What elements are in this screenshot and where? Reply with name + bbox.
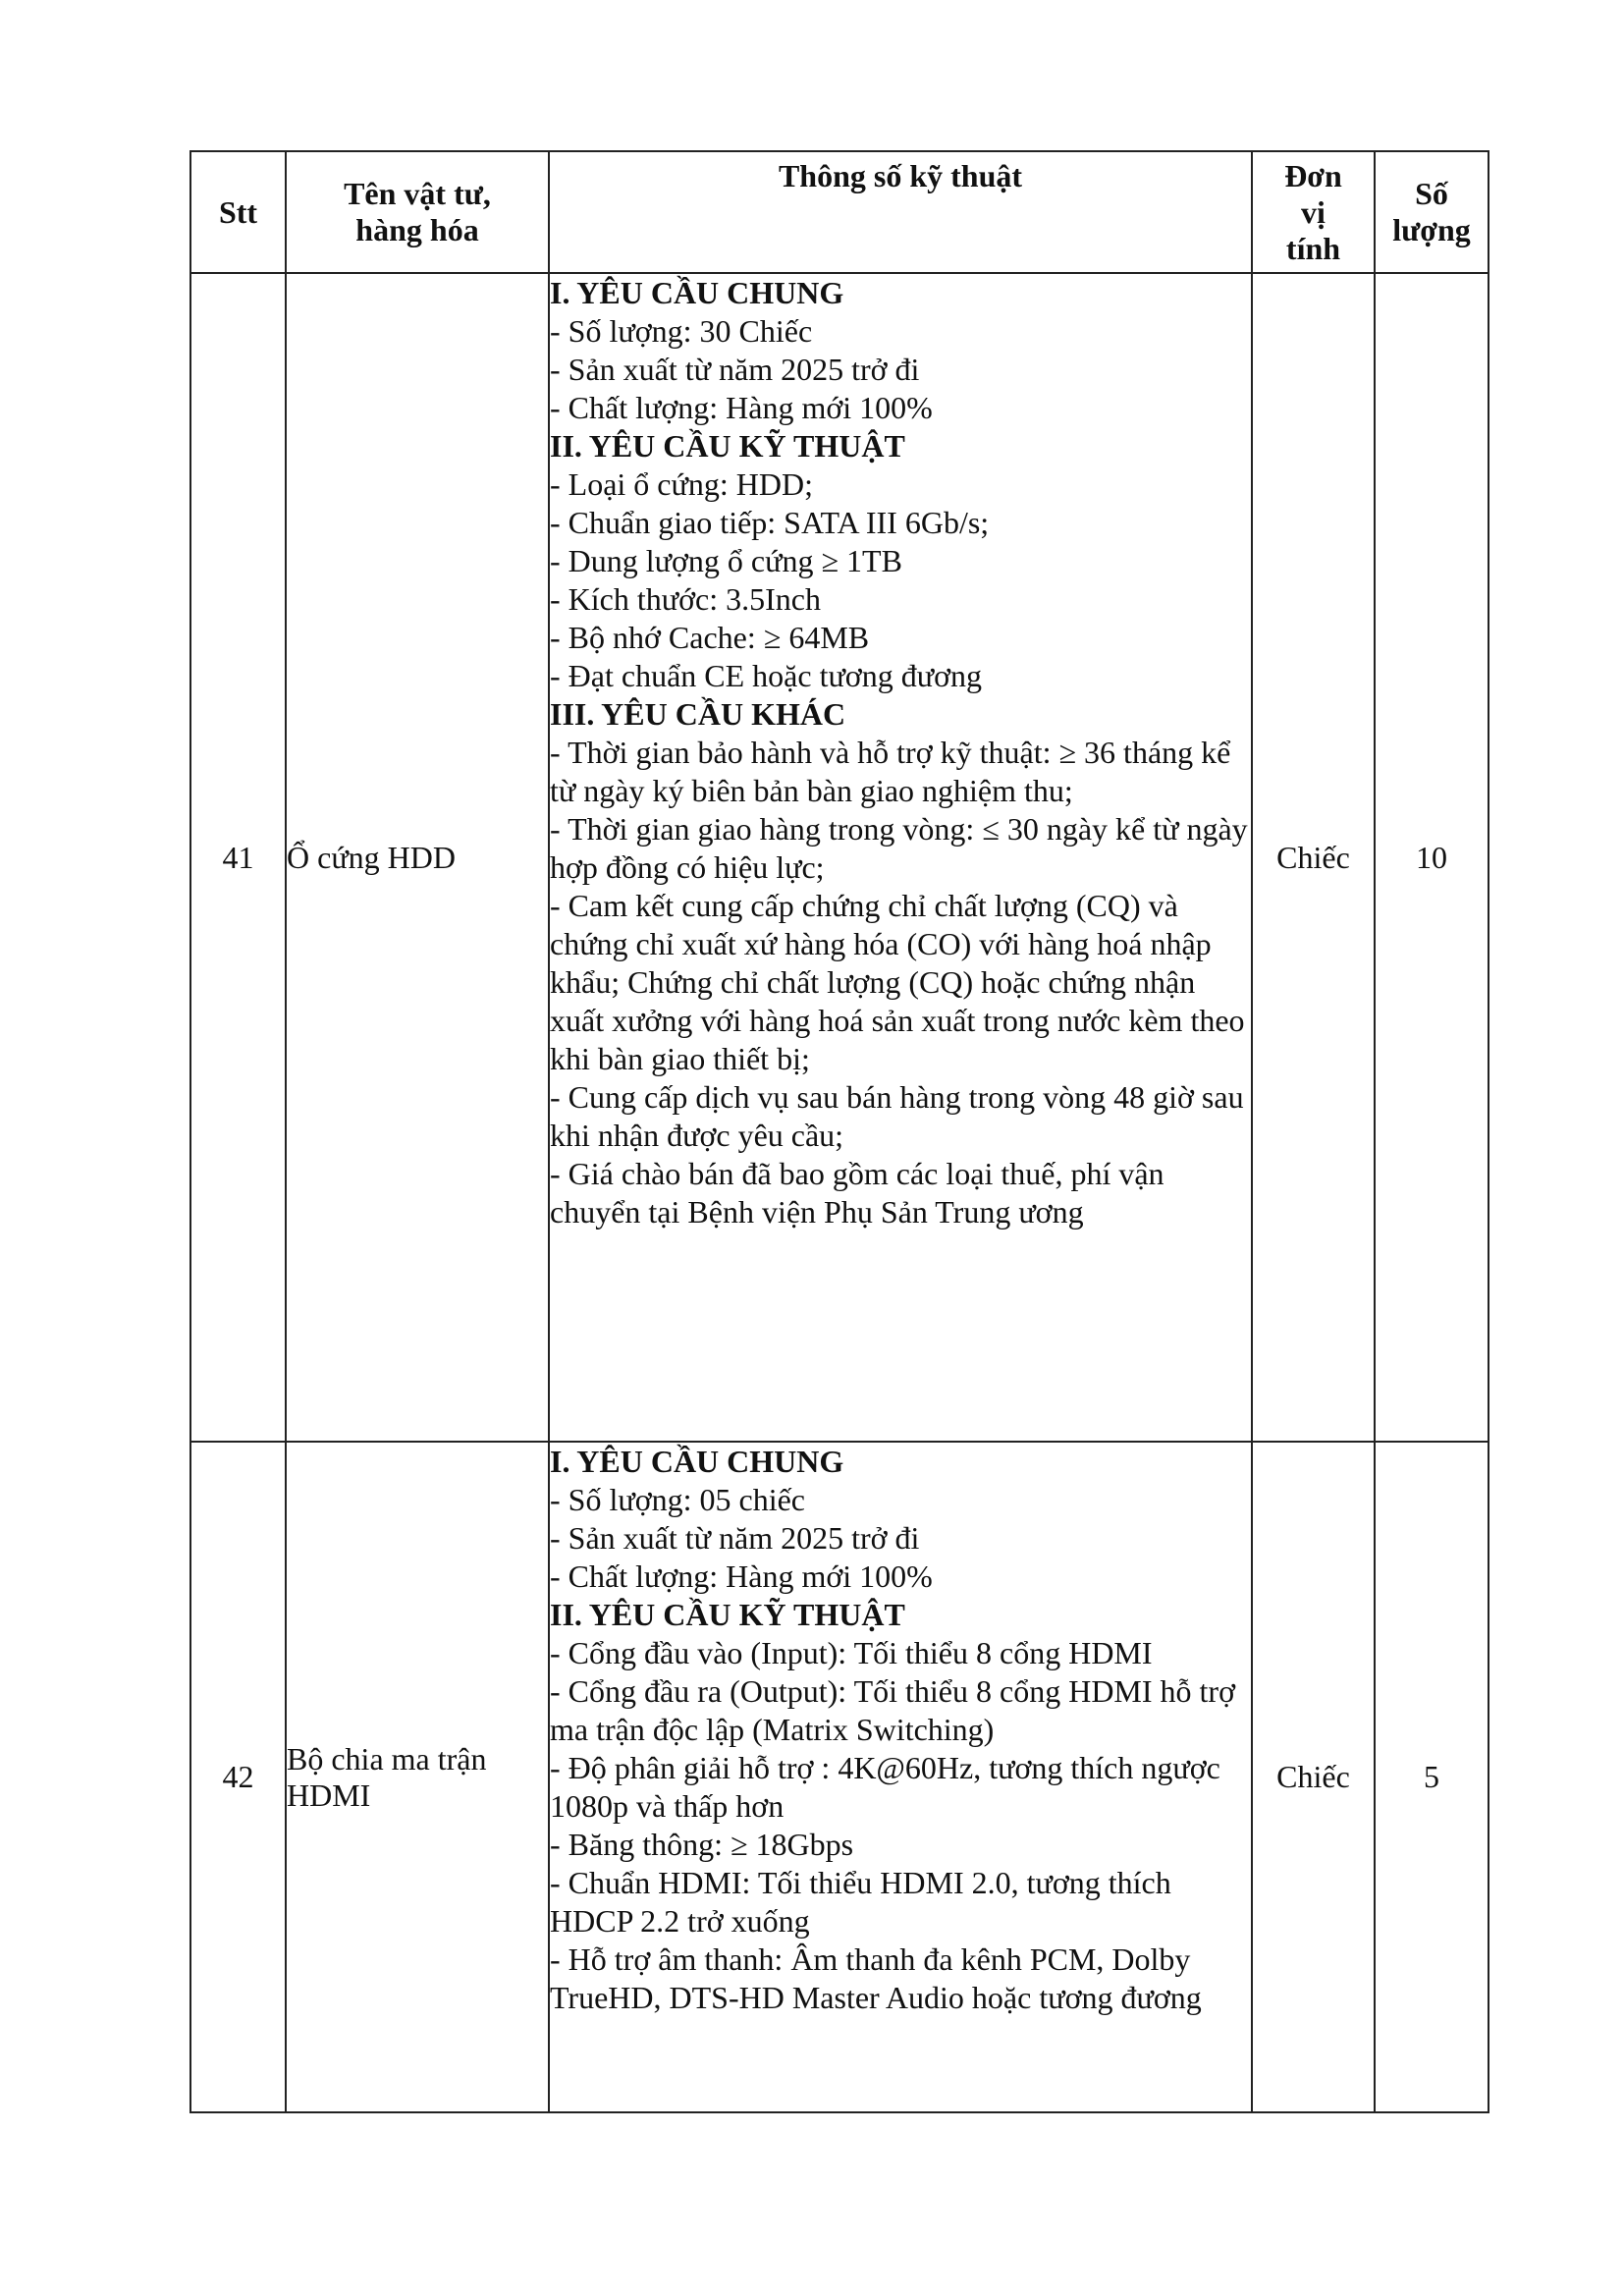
row-qty: 5 [1375,1442,1489,2112]
table-header-row [190,151,1489,273]
spec-line: - Chuẩn giao tiếp: SATA III 6Gb/s; [550,505,990,540]
header-spec: Thông số kỹ thuật [549,151,1252,273]
spec-line: - Số lượng: 30 Chiếc [550,313,813,349]
spec-line: - Sản xuất từ năm 2025 trở đi [550,352,920,387]
row-stt: 41 [190,273,286,1442]
spec-table [189,150,1489,2113]
row-unit: Chiếc [1252,1442,1375,2112]
row-qty: 10 [1375,273,1489,1442]
spec-line: - Cam kết cung cấp chứng chỉ chất lượng (CQ) và chứng chỉ xuất xứ hàng hóa (CO) với hàng hoá nhập khẩu; Chứng chỉ chất lượng (CQ) hoặc chứng nhận xuất xưởng với hàng hoá sản xuất trong nước kèm theo khi bàn giao thiết bị; [550,888,1245,1076]
section-title: II. YÊU CẦU KỸ THUẬT [550,428,905,464]
section-title: III. YÊU CẦU KHÁC [550,696,846,732]
table-row [190,273,1489,1442]
spec-line: - Giá chào bán đã bao gồm các loại thuế, phí vận chuyển tại Bệnh viện Phụ Sản Trung ương [550,1156,1164,1230]
spec-line: - Băng thông: ≥ 18Gbps [550,1827,854,1862]
spec-line: - Dung lượng ổ cứng ≥ 1TB [550,543,902,578]
spec-line: - Chuẩn HDMI: Tối thiểu HDMI 2.0, tương thích HDCP 2.2 trở xuống [550,1865,1171,1939]
spec-line: - Chất lượng: Hàng mới 100% [550,390,933,425]
header-name: Tên vật tư, hàng hóa [286,151,549,273]
header-qty: Số lượng [1375,151,1489,273]
spec-line: - Kích thước: 3.5Inch [550,581,821,617]
spec-line: - Cổng đầu ra (Output): Tối thiểu 8 cổng HDMI hỗ trợ ma trận độc lập (Matrix Switching) [550,1673,1235,1747]
spec-line: - Độ phân giải hỗ trợ : 4K@60Hz, tương thích ngược 1080p và thấp hơn [550,1750,1220,1824]
row-spec [549,273,1252,1442]
header-stt: Stt [190,151,286,273]
row-stt: 42 [190,1442,286,2112]
spec-line: - Cổng đầu vào (Input): Tối thiểu 8 cổng HDMI [550,1635,1153,1670]
spec-line: - Số lượng: 05 chiếc [550,1482,805,1517]
row-name: Ổ cứng HDD [286,273,549,1442]
spec-line: - Sản xuất từ năm 2025 trở đi [550,1520,920,1556]
row-spec [549,1442,1252,2112]
spec-line: - Đạt chuẩn CE hoặc tương đương [550,658,982,693]
section-title: II. YÊU CẦU KỸ THUẬT [550,1597,905,1632]
row-name: Bộ chia ma trận HDMI [286,1442,549,2112]
spec-line: - Loại ổ cứng: HDD; [550,466,813,502]
section-title: I. YÊU CẦU CHUNG [550,275,844,310]
spec-line: - Cung cấp dịch vụ sau bán hàng trong vòng 48 giờ sau khi nhận được yêu cầu; [550,1079,1244,1153]
spec-line: - Bộ nhớ Cache: ≥ 64MB [550,620,870,655]
row-unit: Chiếc [1252,273,1375,1442]
spec-line: - Chất lượng: Hàng mới 100% [550,1558,933,1594]
spec-line: - Hỗ trợ âm thanh: Âm thanh đa kênh PCM, Dolby TrueHD, DTS-HD Master Audio hoặc tương đương [550,1941,1202,2015]
header-unit: Đơn vị tính [1252,151,1375,273]
spec-line: - Thời gian giao hàng trong vòng: ≤ 30 ngày kể từ ngày hợp đồng có hiệu lực; [550,811,1248,885]
table-row [190,1442,1489,2112]
section-title: I. YÊU CẦU CHUNG [550,1444,844,1479]
spec-line: - Thời gian bảo hành và hỗ trợ kỹ thuật: ≥ 36 tháng kể từ ngày ký biên bản bàn giao nghiệm thu; [550,735,1231,808]
